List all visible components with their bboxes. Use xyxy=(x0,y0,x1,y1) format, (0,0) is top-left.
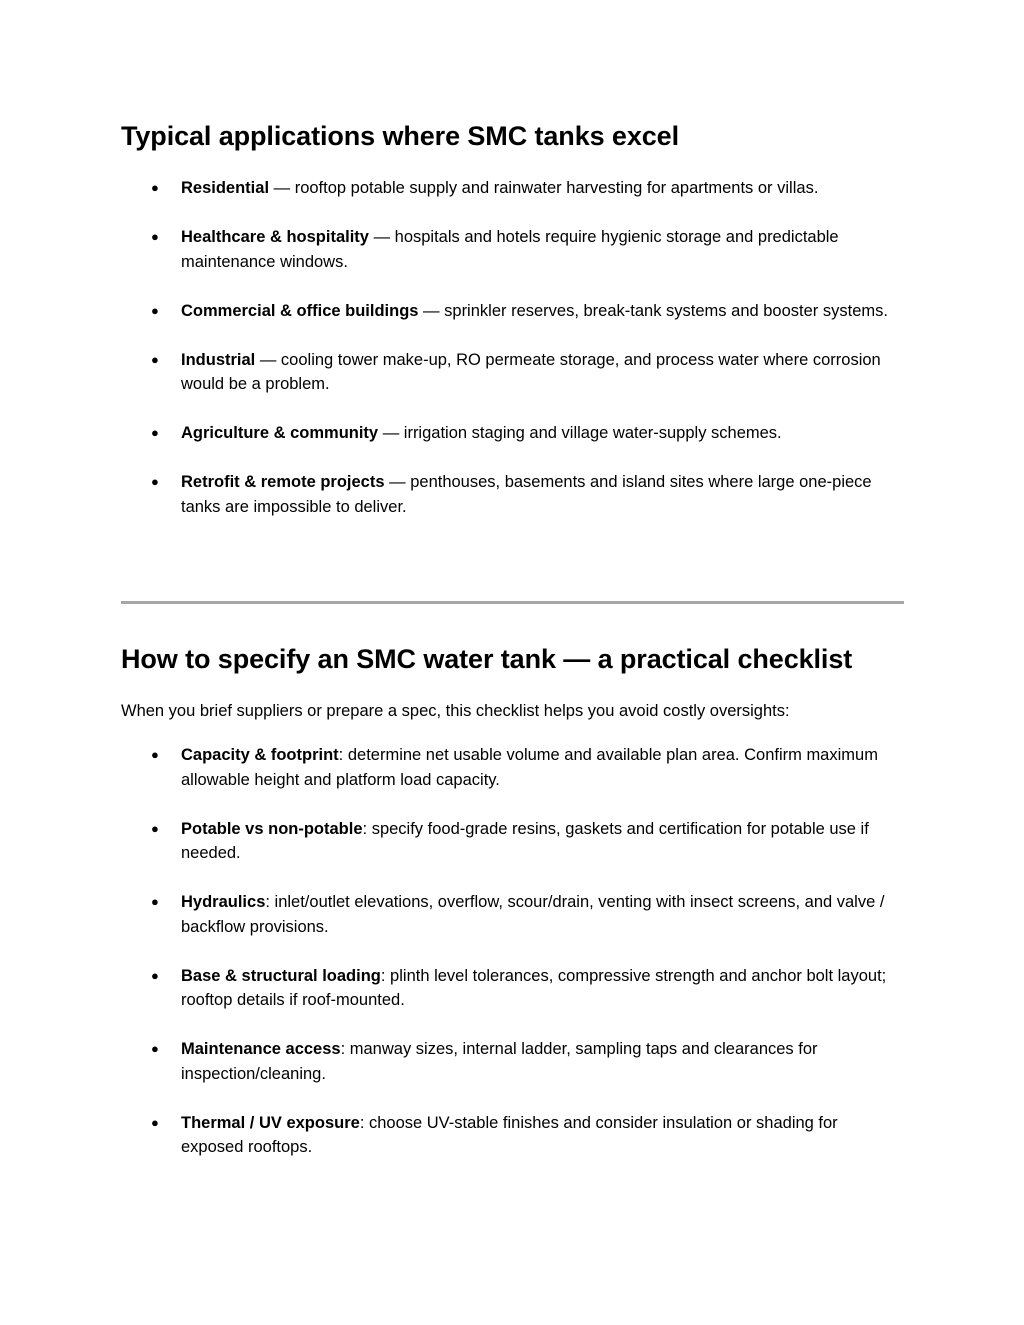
list-item xyxy=(121,964,904,1013)
item-text: — rooftop potable supply and rainwater harvesting for apartments or villas. xyxy=(269,179,819,197)
item-label: Hydraulics xyxy=(181,893,266,911)
section-heading-checklist: How to specify an SMC water tank — a practical checklist xyxy=(121,644,853,674)
item-label: Healthcare & hospitality xyxy=(181,228,369,246)
item-label: Maintenance access xyxy=(181,1040,341,1058)
bullet-icon: ● xyxy=(151,1041,159,1056)
item-text: : inlet/outlet elevations, overflow, scour/drain, venting with insect screens, and valve / backflow provisions. xyxy=(181,893,885,936)
item-text: : choose UV-stable finishes and consider insulation or shading for exposed rooftops. xyxy=(181,1113,838,1156)
section-heading-applications: Typical applications where SMC tanks excel xyxy=(121,121,680,151)
list-item xyxy=(121,1111,904,1160)
item-label: Commercial & office buildings xyxy=(181,301,419,320)
list-item xyxy=(121,421,904,446)
bullet-icon: ● xyxy=(151,229,159,244)
item-text: : plinth level tolerances, compressive strength and anchor bolt layout; rooftop details if roof-mounted. xyxy=(181,966,887,1009)
list-item xyxy=(121,470,904,519)
applications-list xyxy=(121,176,904,544)
item-text: — cooling tower make-up, RO permeate storage, and process water where corrosion would be a problem. xyxy=(181,350,881,393)
list-item xyxy=(121,817,904,866)
list-item xyxy=(121,348,904,397)
list-item xyxy=(121,225,904,274)
bullet-icon: ● xyxy=(151,894,159,909)
checklist-list xyxy=(121,743,904,1184)
item-text: — hospitals and hotels require hygienic storage and predictable maintenance windows. xyxy=(181,228,839,271)
bullet-icon: ● xyxy=(151,820,159,836)
item-label: Potable vs non-potable xyxy=(181,819,363,838)
item-label: Capacity & footprint xyxy=(181,746,339,764)
item-label: Thermal / UV exposure xyxy=(181,1113,360,1132)
item-label: Agriculture & community xyxy=(181,424,379,442)
item-text: — sprinkler reserves, break-tank systems and booster systems. xyxy=(418,301,888,320)
item-label: Industrial xyxy=(181,350,256,369)
bullet-icon: ● xyxy=(151,747,159,762)
item-text: — irrigation staging and village water-supply schemes. xyxy=(378,424,782,442)
item-label: Residential xyxy=(181,179,270,197)
item-text: : manway sizes, internal ladder, sampling taps and clearances for inspection/cleaning. xyxy=(181,1040,818,1083)
bullet-icon: ● xyxy=(151,425,159,440)
item-text: : determine net usable volume and available plan area. Confirm maximum allowable height and platform load capacity. xyxy=(181,746,878,789)
list-item xyxy=(121,743,904,792)
bullet-icon: ● xyxy=(151,1114,159,1130)
list-item xyxy=(121,176,904,201)
item-label: Retrofit & remote projects xyxy=(181,473,385,491)
list-item xyxy=(121,890,904,939)
list-item xyxy=(121,299,904,324)
bullet-icon: ● xyxy=(151,302,159,318)
horizontal-divider xyxy=(121,601,904,604)
bullet-icon: ● xyxy=(151,180,159,195)
bullet-icon: ● xyxy=(151,967,159,983)
checklist-intro: When you brief suppliers or prepare a spec, this checklist helps you avoid costly oversights: xyxy=(121,702,790,720)
bullet-icon: ● xyxy=(151,351,159,367)
item-label: Base & structural loading xyxy=(181,966,381,985)
list-item xyxy=(121,1037,904,1086)
item-text: — penthouses, basements and island sites where large one-piece tanks are impossible to deliver. xyxy=(181,473,872,516)
bullet-icon: ● xyxy=(151,474,159,489)
item-text: : specify food-grade resins, gaskets and certification for potable use if needed. xyxy=(181,819,869,862)
